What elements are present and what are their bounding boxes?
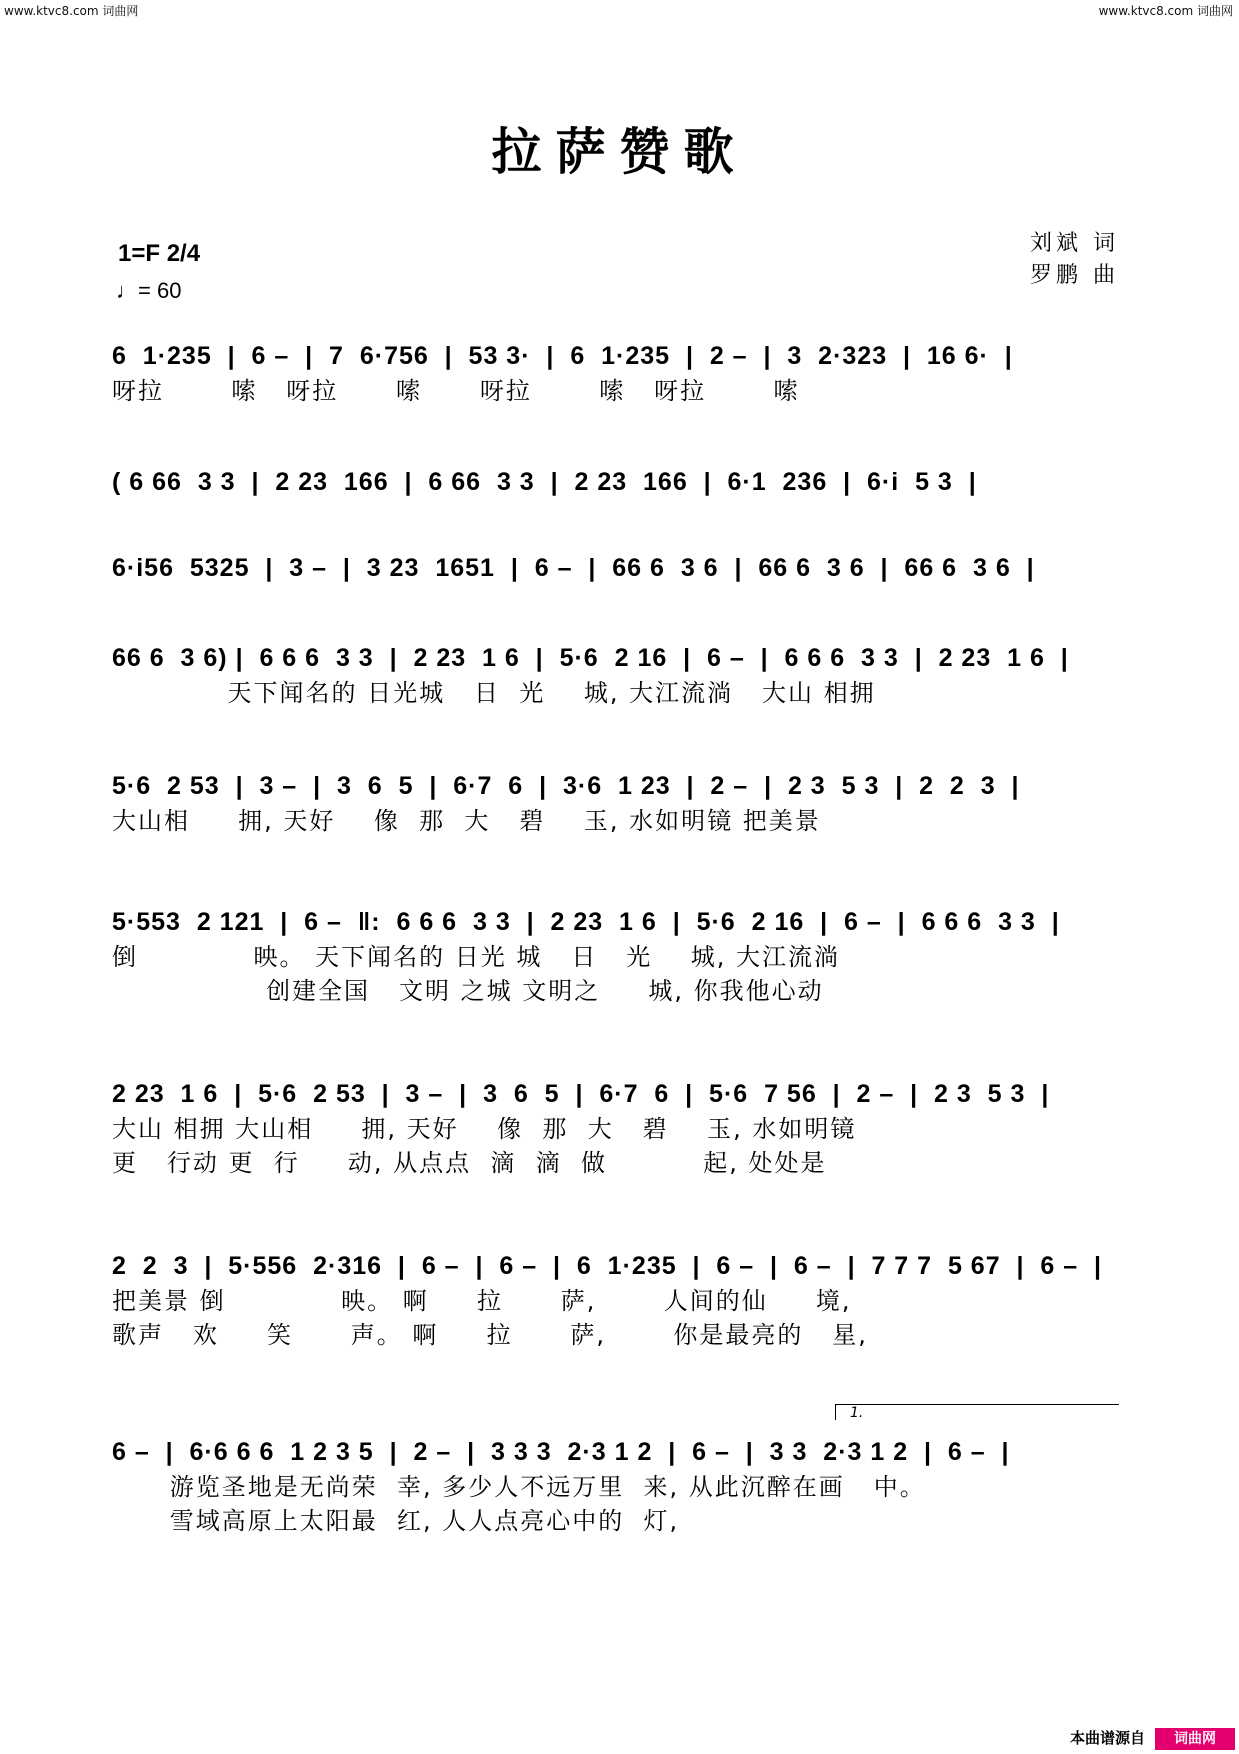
notation-line: 6·i56 5325 | 3 – | 3 23 1651 | 6 – | 66 6 3 6 | 66 6 3 6 | 66 6 3 6 | xyxy=(112,554,1035,582)
lyric-line: 更 行动 更 行 动, 从点点 滴 滴 做 起, 处处是 xyxy=(112,1149,827,1177)
notation-line: 2 2 3 | 5·556 2·316 | 6 – | 6 – | 6 1·235 | 6 – | 6 – | 7 7 7 5 67 | 6 – | xyxy=(112,1252,1103,1280)
score-system-6 xyxy=(112,904,1122,1008)
key-signature: 1=F 2/4 xyxy=(118,240,201,267)
notation-line: 2 23 1 6 | 5·6 2 53 | 3 – | 3 6 5 | 6·7 6 | 5·6 7 56 | 2 – | 2 3 5 3 | xyxy=(112,1080,1050,1108)
lyric-line: 雪域高原上太阳最 红, 人人点亮心中的 灯, xyxy=(112,1507,680,1535)
composer-credit: 罗鹏 曲 xyxy=(1030,263,1119,288)
tempo-marking: ♩= 60 xyxy=(116,278,182,303)
lyric-line: 歌声 欢 笑 声。 啊 拉 萨, 你是最亮的 星, xyxy=(112,1321,868,1349)
lyric-line: 倒 映。 天下闻名的 日光 城 日 光 城, 大江流淌 xyxy=(112,943,840,971)
site-logo: 词曲网 xyxy=(1155,1728,1235,1750)
notation-line: 66 6 3 6) | 6 6 6 3 3 | 2 23 1 6 | 5·6 2 16 | 6 – | 6 6 6 3 3 | 2 23 1 6 | xyxy=(112,644,1069,672)
notation-line: ( 6 66 3 3 | 2 23 166 | 6 66 3 3 | 2 23 166 | 6·1 236 | 6·i 5 3 | xyxy=(112,468,977,496)
score-system-2 xyxy=(112,464,1122,500)
score-system-4 xyxy=(112,640,1122,710)
first-ending-bracket xyxy=(835,1404,1119,1420)
source-note: 本曲谱源自 xyxy=(1069,1729,1145,1747)
score-system-8 xyxy=(112,1248,1122,1352)
score-system-7 xyxy=(112,1076,1122,1180)
volta-label: 1. xyxy=(850,1405,864,1421)
lyric-line: 创建全国 文明 之城 文明之 城, 你我他心动 xyxy=(112,977,824,1005)
lyric-line: 大山相 拥, 天好 像 那 大 碧 玉, 水如明镜 把美景 xyxy=(112,807,821,835)
lyric-line: 游览圣地是无尚荣 幸, 多少人不远万里 来, 从此沉醉在画 中。 xyxy=(112,1473,926,1501)
notation-line: 6 1·235 | 6 – | 7 6·756 | 53 3· | 6 1·235 | 2 – | 3 2·323 | 16 6· | xyxy=(112,342,1013,370)
score-system-5 xyxy=(112,768,1122,838)
score-system-9 xyxy=(112,1434,1122,1538)
lyric-line: 把美景 倒 映。 啊 拉 萨, 人间的仙 境, xyxy=(112,1287,852,1315)
site-url-right: www.ktvc8.com 词曲网 xyxy=(1098,4,1233,18)
lyricist-credit: 刘斌 词 xyxy=(1030,231,1119,256)
notation-line: 5·6 2 53 | 3 – | 3 6 5 | 6·7 6 | 3·6 1 23 | 2 – | 2 3 5 3 | 2 2 3 | xyxy=(112,772,1020,800)
score-system-1 xyxy=(112,338,1122,408)
notation-line: 5·553 2 121 | 6 – ‖: 6 6 6 3 3 | 2 23 1 6 | 5·6 2 16 | 6 – | 6 6 6 3 3 | xyxy=(112,908,1060,936)
lyric-line: 呀拉 嗦 呀拉 嗦 呀拉 嗦 呀拉 嗦 xyxy=(112,377,800,405)
lyric-line: 天下闻名的 日光城 日 光 城, 大江流淌 大山 相拥 xyxy=(112,679,876,707)
song-title: 拉萨赞歌 xyxy=(491,122,748,181)
notation-line: 6 – | 6·6 6 6 1 2 3 5 | 2 – | 3 3 3 2·3 1 2 | 6 – | 3 3 2·3 1 2 | 6 – | xyxy=(112,1438,1010,1466)
score-system-3 xyxy=(112,550,1122,586)
site-url-left: www.ktvc8.com 词曲网 xyxy=(4,4,139,18)
lyric-line: 大山 相拥 大山相 拥, 天好 像 那 大 碧 玉, 水如明镜 xyxy=(112,1115,857,1143)
